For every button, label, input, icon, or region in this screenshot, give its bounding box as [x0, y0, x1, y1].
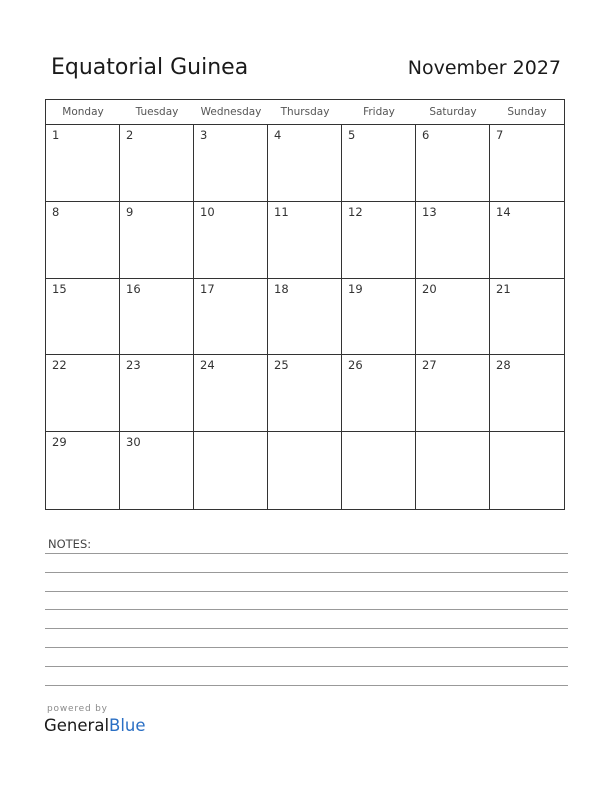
- day-cell: [46, 432, 120, 509]
- day-number: 14: [496, 204, 511, 219]
- day-cell: [342, 279, 416, 356]
- day-cell: [342, 125, 416, 202]
- month-year: November 2027: [407, 57, 561, 79]
- note-line: [45, 628, 568, 629]
- day-cell: [46, 125, 120, 202]
- calendar-days: [46, 125, 564, 509]
- weekday-friday: Friday: [363, 106, 395, 118]
- day-cell: [194, 432, 268, 509]
- day-number: 5: [348, 128, 356, 142]
- day-cell: [342, 202, 416, 279]
- day-cell: [194, 355, 268, 432]
- day-number: 7: [496, 128, 504, 142]
- day-cell: [416, 432, 490, 509]
- day-cell: [268, 125, 342, 202]
- day-cell: [46, 202, 120, 279]
- day-cell: [342, 432, 416, 509]
- day-cell: [416, 279, 490, 356]
- day-cell: [268, 432, 342, 509]
- day-cell: [268, 355, 342, 432]
- day-number: 8: [52, 204, 60, 219]
- day-number: 11: [274, 204, 289, 219]
- day-cell: [194, 125, 268, 202]
- day-number: 24: [200, 358, 215, 373]
- day-cell: [120, 125, 194, 202]
- calendar-grid: [45, 99, 565, 510]
- day-number: 20: [422, 281, 437, 296]
- brand-logo: [44, 716, 146, 735]
- day-number: 28: [496, 358, 511, 373]
- day-number: 19: [348, 281, 363, 296]
- brand-general: General: [44, 716, 110, 735]
- day-number: 27: [422, 358, 437, 373]
- day-cell: [268, 279, 342, 356]
- day-cell: [490, 125, 564, 202]
- weekday-saturday: Saturday: [429, 106, 477, 118]
- note-line: [45, 685, 568, 686]
- weekday-monday: Monday: [62, 106, 104, 118]
- day-number: 25: [274, 358, 289, 373]
- day-number: 12: [348, 204, 363, 219]
- day-number: 30: [126, 435, 141, 450]
- day-number: 3: [200, 128, 208, 142]
- weekday-header-row: [46, 100, 564, 125]
- day-number: 2: [126, 128, 134, 142]
- note-line: [45, 647, 568, 648]
- day-cell: [416, 202, 490, 279]
- note-line: [45, 609, 568, 610]
- weekday-tuesday: Tuesday: [135, 106, 179, 118]
- day-number: 9: [126, 204, 134, 219]
- day-cell: [46, 279, 120, 356]
- day-number: 15: [52, 281, 67, 296]
- note-line: [45, 553, 568, 554]
- day-number: 21: [496, 281, 511, 296]
- day-cell: [416, 355, 490, 432]
- day-number: 10: [200, 204, 215, 219]
- day-number: 26: [348, 358, 363, 373]
- note-line: [45, 591, 568, 592]
- day-cell: [490, 355, 564, 432]
- day-cell: [268, 202, 342, 279]
- day-number: 4: [274, 128, 282, 142]
- day-cell: [194, 279, 268, 356]
- day-cell: [490, 432, 564, 509]
- brand-blue: Blue: [109, 716, 146, 735]
- note-line: [45, 572, 568, 573]
- day-number: 16: [126, 281, 141, 296]
- powered-by-text: powered by: [47, 704, 108, 714]
- day-number: 23: [126, 358, 141, 373]
- day-cell: [490, 279, 564, 356]
- day-cell: [416, 125, 490, 202]
- weekday-thursday: Thursday: [280, 106, 330, 118]
- day-number: 13: [422, 204, 437, 219]
- weekday-sunday: Sunday: [507, 106, 547, 118]
- page-title: Equatorial Guinea: [51, 55, 249, 80]
- day-cell: [194, 202, 268, 279]
- day-number: 18: [274, 281, 289, 296]
- day-cell: [120, 432, 194, 509]
- day-number: 1: [52, 128, 60, 142]
- weekday-wednesday: Wednesday: [200, 106, 262, 118]
- day-number: 29: [52, 435, 67, 450]
- day-number: 22: [52, 358, 67, 373]
- day-cell: [490, 202, 564, 279]
- day-cell: [46, 355, 120, 432]
- day-cell: [342, 355, 416, 432]
- day-number: 17: [200, 281, 215, 296]
- notes-label: NOTES:: [48, 537, 92, 551]
- day-number: 6: [422, 128, 430, 142]
- day-cell: [120, 355, 194, 432]
- note-line: [45, 666, 568, 667]
- day-cell: [120, 279, 194, 356]
- day-cell: [120, 202, 194, 279]
